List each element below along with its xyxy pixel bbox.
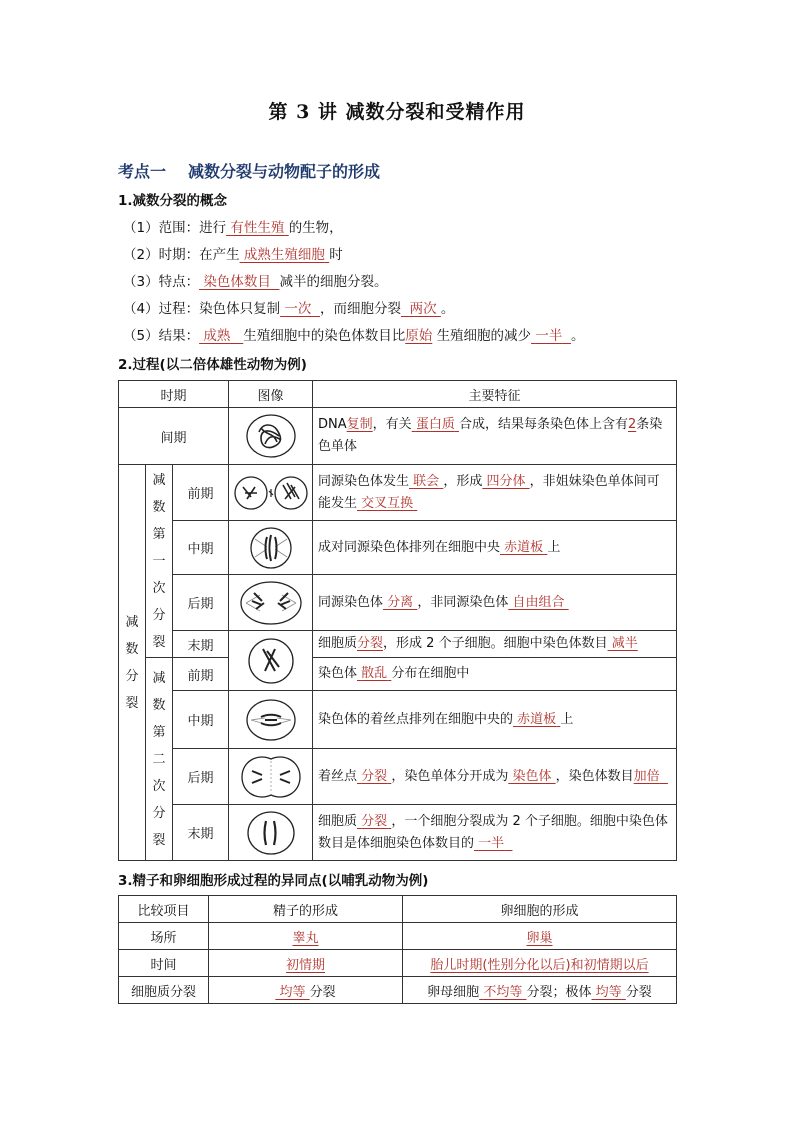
part3-heading: 3.精子和卵细胞形成过程的异同点(以哺乳动物为例)	[118, 873, 429, 889]
line-text: 生殖细胞中的染色体数目比	[243, 328, 406, 344]
concept-line-2	[123, 243, 343, 263]
line-text: 结果：	[158, 328, 200, 344]
meiosis-process-table	[118, 380, 677, 861]
period-m1-anaphase: 后期	[173, 575, 229, 631]
period-m2-anaphase: 后期	[173, 749, 229, 805]
line-text: 。	[570, 328, 585, 344]
line-text: 特点：	[158, 274, 200, 290]
line-num: （5）	[123, 328, 159, 344]
line-text: ，而细胞分裂	[319, 301, 401, 317]
section-tag: 考点一	[118, 162, 167, 181]
m1-prophase-features: 同源染色体发生 联会 ，形成 四分体 ，非姐妹染色单体间可能发生 交叉互换	[313, 465, 677, 521]
m2-anaphase-image	[229, 749, 313, 805]
answer: 成熟	[203, 328, 231, 344]
page-title: 第 3 讲 减数分裂和受精作用	[268, 101, 526, 123]
line-num: （2）	[123, 247, 159, 263]
line-num: （1）	[123, 220, 159, 236]
answer: 原始	[405, 328, 433, 344]
section-title	[118, 159, 380, 182]
period-m1-prophase: 前期	[173, 465, 229, 521]
line-text: 生殖细胞的减少	[436, 328, 532, 344]
m1-telophase-image	[229, 631, 313, 691]
header-item: 比较项目	[119, 896, 209, 923]
label-meiosis-2: 减 数 第 二 次 分 裂	[146, 658, 173, 861]
row-time-sperm: 初情期	[209, 950, 403, 977]
m1-metaphase-image	[229, 521, 313, 575]
row-time-egg: 胎儿时期(性别分化以后)和初情期以后	[403, 950, 677, 977]
concept-line-3	[123, 270, 387, 290]
header-image: 图像	[229, 381, 313, 408]
interphase-image	[229, 408, 313, 465]
line-text: 时期：在产生	[158, 247, 240, 263]
concept-line-4	[123, 297, 454, 317]
part2-heading: 2.过程(以二倍体雄性动物为例)	[118, 357, 307, 373]
row-place-egg: 卵巢	[403, 923, 677, 950]
period-interphase: 间期	[119, 408, 229, 465]
row-cyto-label: 细胞质分裂	[119, 977, 209, 1004]
line-text: 减半的细胞分裂。	[279, 274, 388, 290]
header-features: 主要特征	[313, 381, 677, 408]
answer: 两次	[409, 301, 437, 317]
period-m2-telophase: 末期	[173, 805, 229, 861]
concept-line-1	[123, 216, 343, 236]
line-num: （3）	[123, 274, 159, 290]
row-cyto-sperm: 均等 分裂	[209, 977, 403, 1004]
m2-prophase-features: 染色体 散乱 分布在细胞中	[313, 658, 677, 691]
m2-metaphase-image	[229, 691, 313, 749]
m1-prophase-image	[229, 465, 313, 521]
line-text: 。	[440, 301, 455, 317]
concept-line-5	[123, 324, 584, 344]
m2-anaphase-features: 着丝点 分裂 ，染色单体分开成为 染色体 ，染色体数目加倍	[313, 749, 677, 805]
answer: 一半	[535, 328, 563, 344]
part1-heading: 1.减数分裂的概念	[118, 193, 228, 209]
row-time-label: 时间	[119, 950, 209, 977]
line-num: （4）	[123, 301, 159, 317]
answer: 有性生殖	[230, 220, 285, 236]
label-meiosis: 减 数 分 裂	[119, 465, 146, 861]
m1-anaphase-image	[229, 575, 313, 631]
line-text: 的生物，	[288, 220, 343, 236]
row-place-sperm: 睾丸	[209, 923, 403, 950]
m1-metaphase-features: 成对同源染色体排列在细胞中央 赤道板 上	[313, 521, 677, 575]
answer: 一次	[284, 301, 312, 317]
m2-telophase-features: 细胞质 分裂 ，一个细胞分裂成为 2 个子细胞。细胞中染色体数目是体细胞染色体数目的 一半	[313, 805, 677, 861]
header-period: 时期	[119, 381, 229, 408]
answer: 染色体数目	[203, 274, 271, 290]
header-sperm: 精子的形成	[209, 896, 403, 923]
label-meiosis-1: 减 数 第 一 次 分 裂	[146, 465, 173, 658]
interphase-features: DNA复制，有关 蛋白质 合成，结果每条染色体上含有2条染色单体	[313, 408, 677, 465]
answer: 成熟生殖细胞	[243, 247, 325, 263]
m1-anaphase-features: 同源染色体 分离 ，非同源染色体 自由组合	[313, 575, 677, 631]
line-text: 范围：进行	[158, 220, 227, 236]
m2-metaphase-features: 染色体的着丝点排列在细胞中央的 赤道板 上	[313, 691, 677, 749]
period-m2-prophase: 前期	[173, 658, 229, 691]
line-text: 时	[329, 247, 343, 263]
period-m1-metaphase: 中期	[173, 521, 229, 575]
m2-telophase-image	[229, 805, 313, 861]
row-cyto-egg: 卵母细胞 不均等 分裂；极体 均等 分裂	[403, 977, 677, 1004]
section-name: 减数分裂与动物配子的形成	[188, 162, 381, 181]
m1-telophase-features: 细胞质分裂，形成 2 个子细胞。细胞中染色体数目 减半	[313, 631, 677, 658]
period-m2-metaphase: 中期	[173, 691, 229, 749]
header-egg: 卵细胞的形成	[403, 896, 677, 923]
period-m1-telophase: 末期	[173, 631, 229, 658]
gamete-comparison-table	[118, 895, 677, 1004]
row-place-label: 场所	[119, 923, 209, 950]
line-text: 过程：染色体只复制	[158, 301, 281, 317]
